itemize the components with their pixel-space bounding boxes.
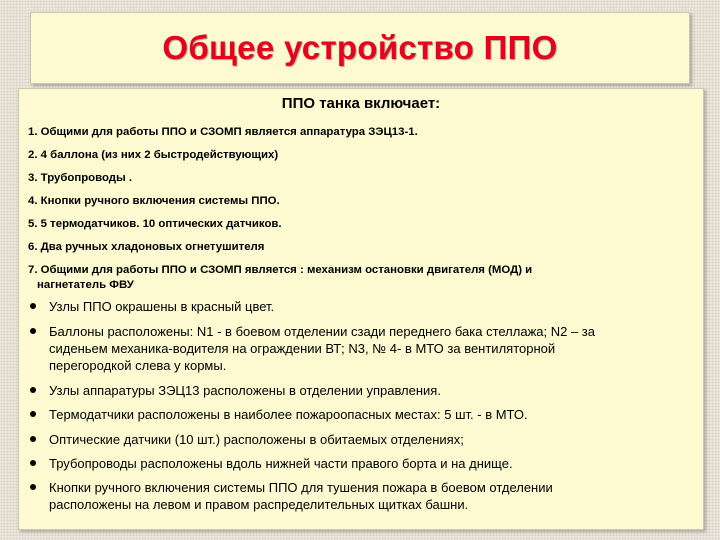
numbered-item-text: 5. 5 термодатчиков. 10 оптических датчиков.	[28, 218, 282, 230]
bullet-text: перегородкой слева у кормы.	[49, 358, 227, 373]
bullet-dot-icon	[30, 411, 36, 417]
bullet-item	[27, 431, 692, 448]
bullet-text: Кнопки ручного включения системы ППО для тушения пожара в боевом отделении	[49, 480, 553, 495]
bullet-text: Узлы ППО окрашены в красный цвет.	[49, 299, 275, 314]
numbered-item	[28, 125, 688, 140]
bullet-text: сиденьем механика-водителя на ограждении ВТ; N3, № 4- в МТО за вентиляторной	[49, 341, 556, 356]
bullet-text: Оптические датчики (10 шт.) расположены в обитаемых отделениях;	[49, 432, 464, 447]
bullet-item	[27, 406, 692, 423]
numbered-item	[28, 263, 688, 293]
bullet-item	[27, 323, 692, 374]
content-panel	[18, 88, 704, 530]
bullet-text: расположены на левом и правом распределительных щитках башни.	[49, 497, 469, 512]
numbered-item	[28, 194, 688, 209]
bullet-text: Узлы аппаратуры ЗЭЦ13 расположены в отделении управления.	[49, 383, 441, 398]
bullet-dot-icon	[30, 328, 36, 334]
numbered-item	[28, 217, 688, 232]
bullet-item	[27, 479, 692, 513]
bullet-item	[27, 382, 692, 399]
bullet-text: Трубопроводы расположены вдоль нижней части правого борта и на днище.	[49, 456, 513, 471]
bullet-dot-icon	[30, 436, 36, 442]
bullet-dot-icon	[30, 460, 36, 466]
title-panel	[30, 12, 690, 84]
bullet-text: Термодатчики расположены в наиболее пожароопасных местах: 5 шт. - в МТО.	[49, 407, 528, 422]
bullet-item	[27, 298, 692, 315]
numbered-item	[28, 171, 688, 186]
bullet-dot-icon	[30, 387, 36, 393]
numbered-item-text: 6. Два ручных хладоновых огнетушителя	[28, 241, 265, 253]
numbered-item-text: 3. Трубопроводы .	[28, 172, 133, 184]
bullet-dot-icon	[30, 484, 36, 490]
bullet-dot-icon	[30, 303, 36, 309]
numbered-item	[28, 240, 688, 255]
bullet-item	[27, 455, 692, 472]
numbered-item-text: 1. Общими для работы ППО и СЗОМП является аппаратура ЗЭЦ13-1.	[28, 126, 418, 138]
numbered-item	[28, 148, 688, 163]
numbered-item-text: 4. Кнопки ручного включения системы ППО.	[28, 195, 280, 207]
slide-title: Общее устройство ППО	[162, 29, 558, 66]
bullet-text: Баллоны расположены: N1 - в боевом отделении сзади переднего бака стеллажа; N2 – за	[49, 324, 595, 339]
numbered-item-text-continued: нагнетатель ФВУ	[37, 279, 134, 291]
content-subtitle: ППО танка включает:	[281, 95, 441, 112]
numbered-item-text: 2. 4 баллона (из них 2 быстродействующих)	[28, 149, 279, 161]
numbered-item-text: 7. Общими для работы ППО и СЗОМП является : механизм остановки двигателя (МОД) и	[28, 264, 533, 276]
